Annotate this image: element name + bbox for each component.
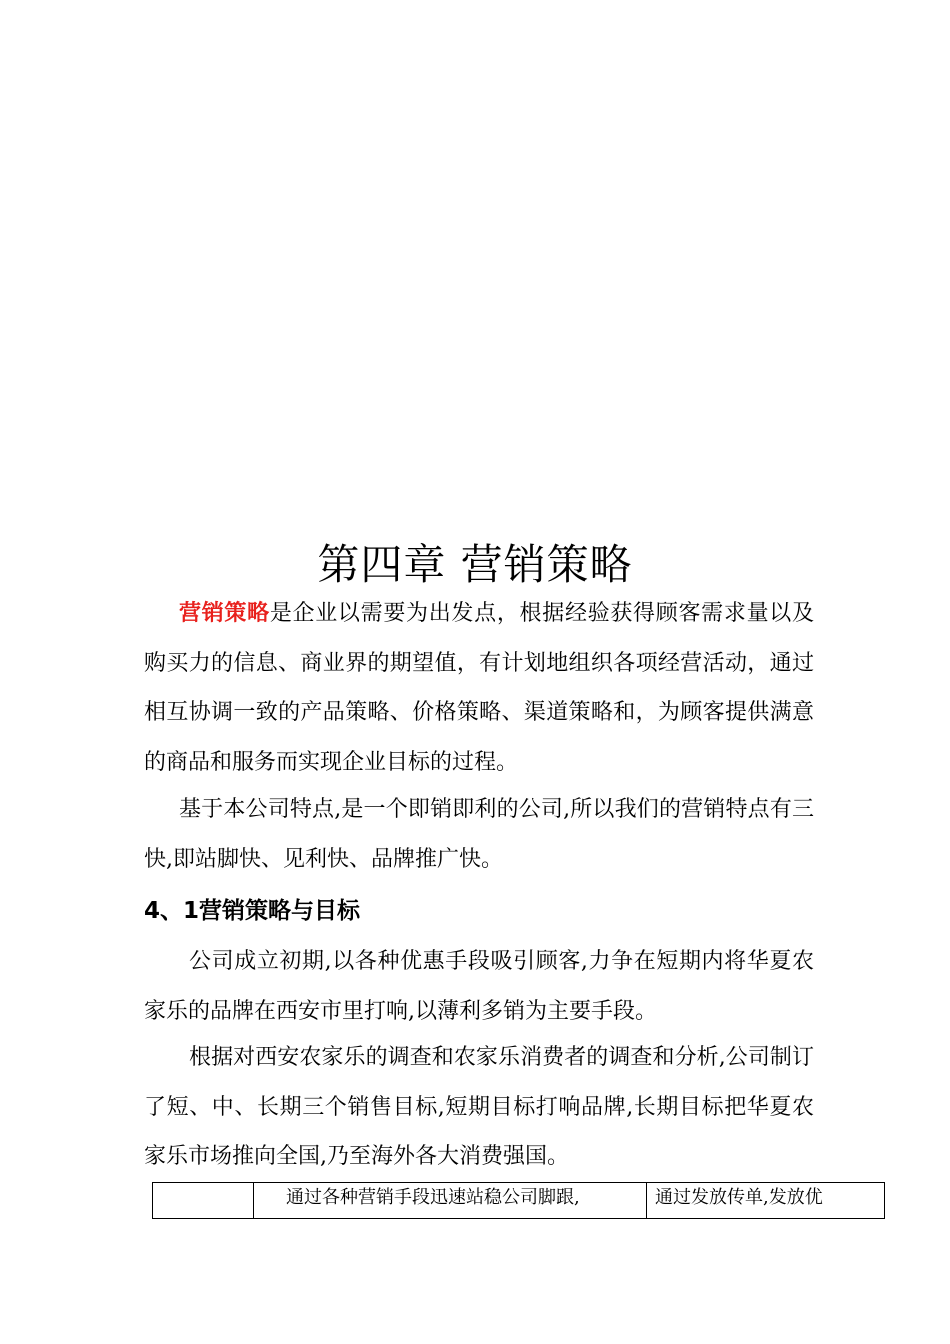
table-cell-stage	[153, 1183, 254, 1219]
intro-text: 是企业以需要为出发点，根据经验获得顾客需求量以及购买力的信息、商业界的期望值，有计划地组织各项经营活动，通过相互协调一致的产品策略、价格策略、渠道策略和，为顾客提供满意的商品和服务而实现企业目标的过程。	[144, 601, 814, 775]
section-paragraph-1: 公司成立初期,以各种优惠手段吸引顾客,力争在短期内将华夏农家乐的品牌在西安市里打响,以薄利多销为主要手段。	[144, 949, 814, 1024]
section-paragraph-2: 根据对西安农家乐的调查和农家乐消费者的调查和分析,公司制订了短、中、长期三个销售目标,短期目标打响品牌,长期目标把华夏农家乐市场推向全国,乃至海外各大消费强国。	[144, 1045, 814, 1169]
features-paragraph: 基于本公司特点,是一个即销即利的公司,所以我们的营销特点有三快,即站脚快、见利快、品牌推广快。	[144, 797, 814, 872]
chapter-title: 第四章 营销策略	[317, 540, 633, 589]
intro-highlight-term: 营销策略	[179, 600, 270, 626]
section-heading: 4、1营销策略与目标	[144, 898, 361, 924]
table-cell-goal: 通过各种营销手段迅速站稳公司脚跟,	[254, 1183, 647, 1219]
table-cell-method: 通过发放传单,发放优	[647, 1183, 885, 1219]
table-row	[153, 1183, 885, 1219]
goals-table	[152, 1182, 885, 1219]
intro-paragraph	[144, 589, 814, 787]
